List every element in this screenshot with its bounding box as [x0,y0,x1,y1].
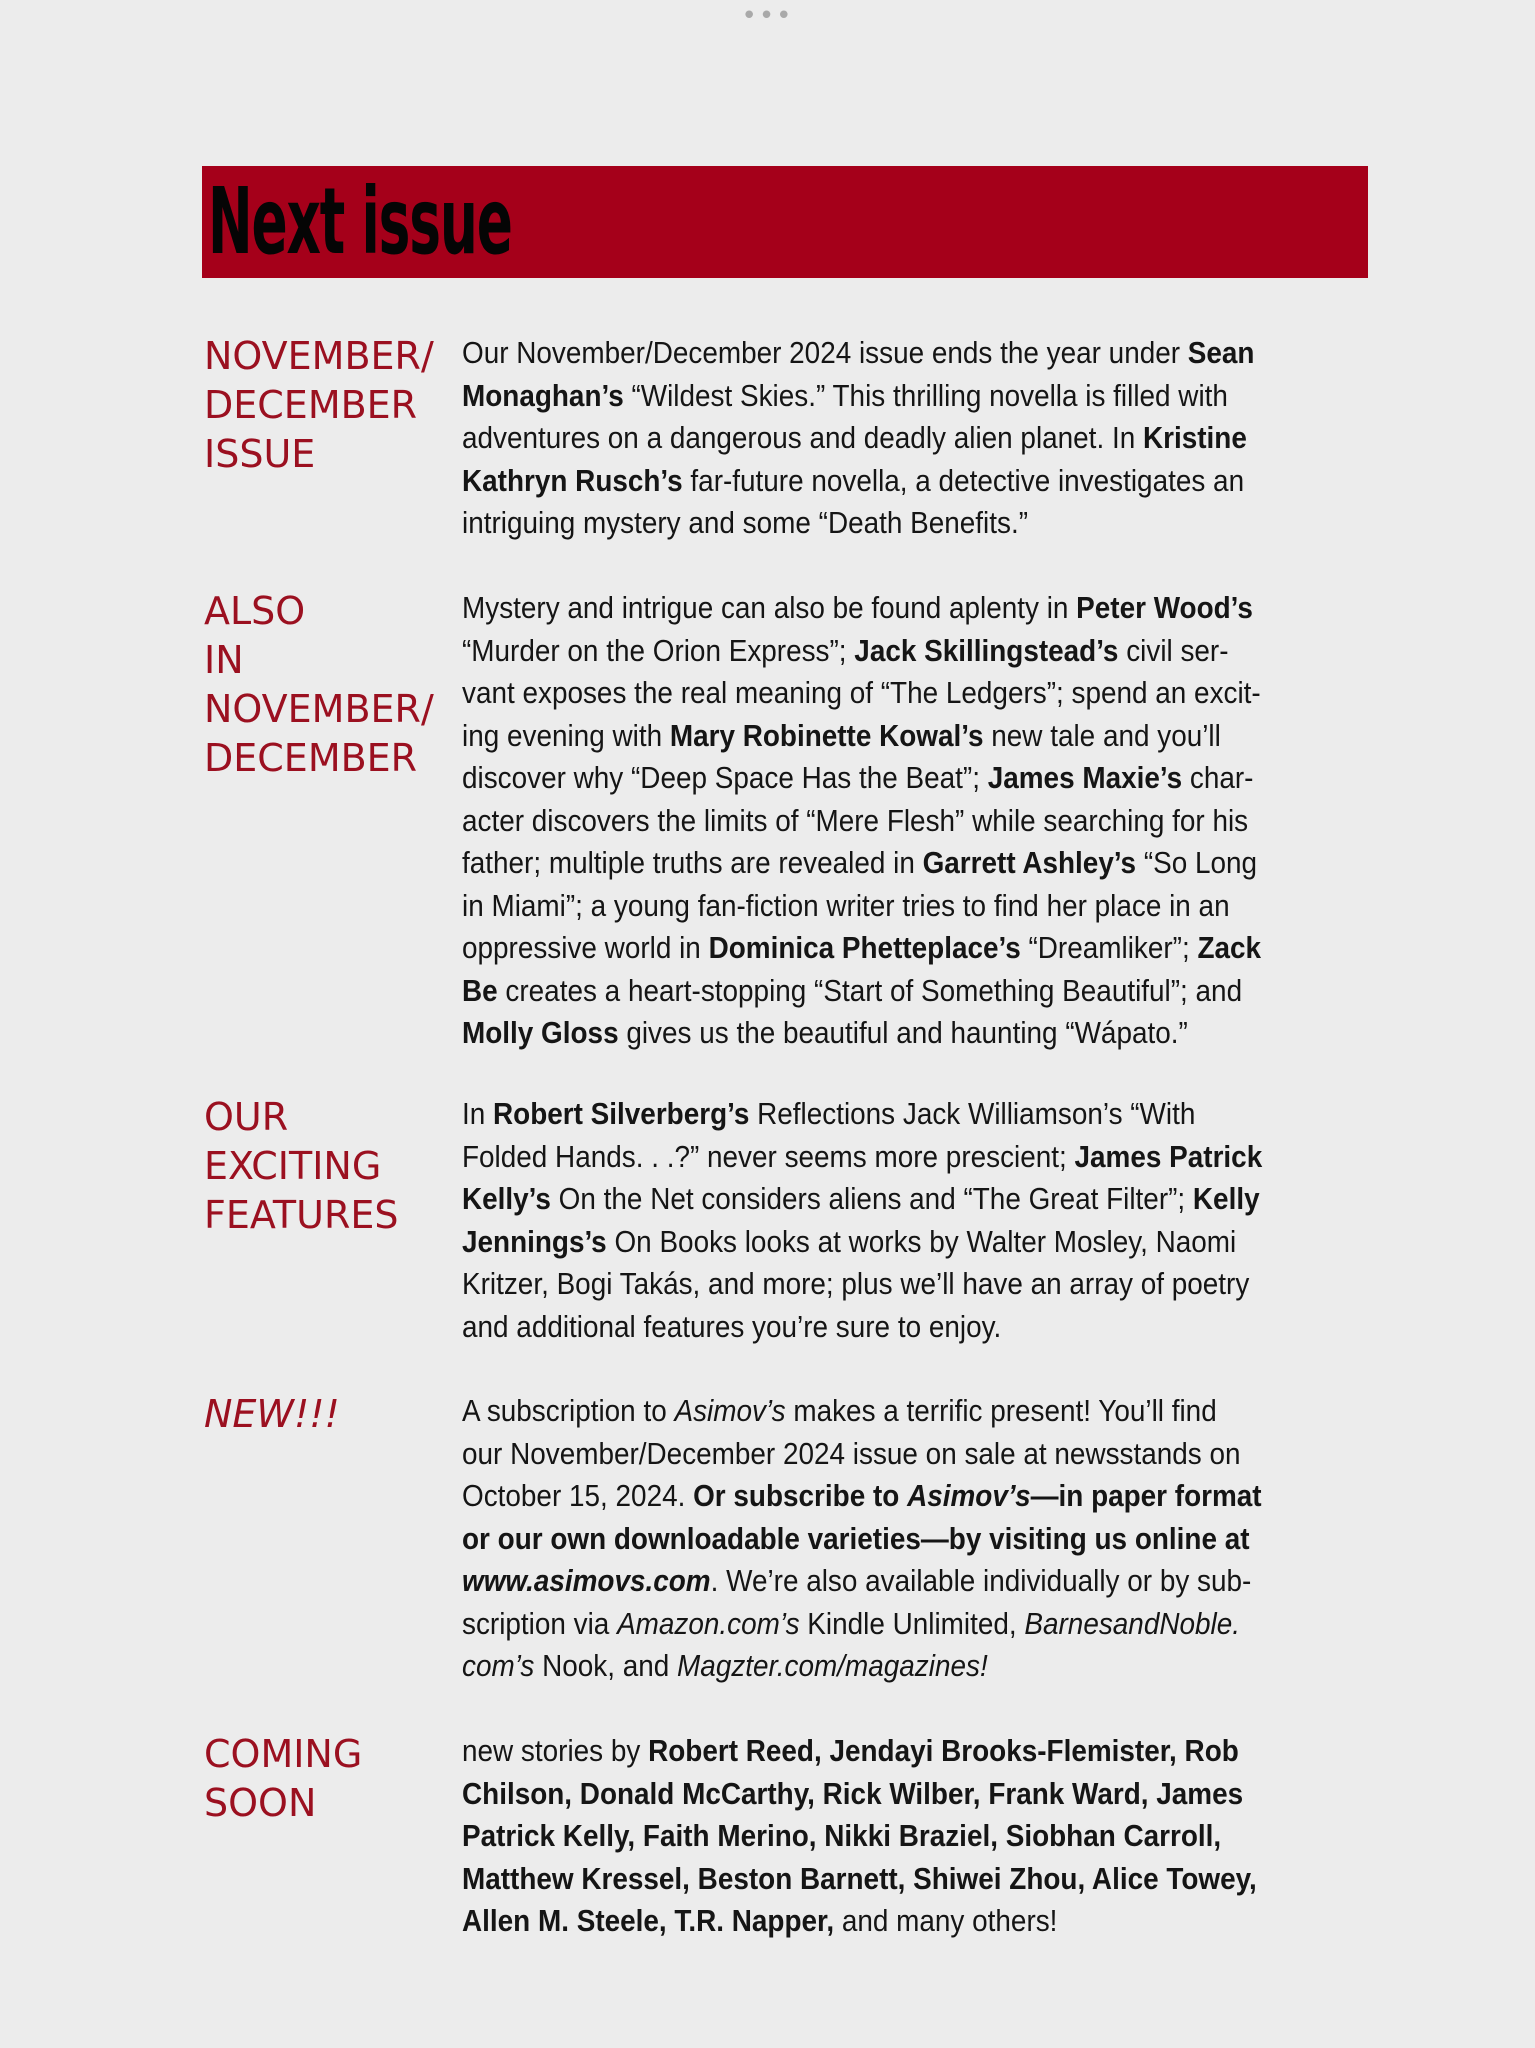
text-line [462,1178,1276,1221]
bold-text: Matthew Kressel, Beston Barnett, Shiwei Zhou, Alice Towey, [462,1860,1257,1896]
bold-text: Kelly’s [462,1181,551,1216]
text-line [462,842,1276,885]
text-line [462,1603,1276,1646]
text-segment: in Miami”; a young fan-fiction writer tries to find her place in an [462,887,1230,923]
styled-text: www.asimovs.com [462,1563,711,1598]
text-segment: On Books looks at works by Walter Mosley, Naomi [606,1223,1237,1259]
text-segment: civil ser- [1118,632,1229,668]
section-label-line: COMING [204,1732,363,1776]
text-line [462,1012,1276,1055]
section-body [462,332,1366,545]
text-segment: Mystery and intrigue can also be found aplenty in [462,590,1077,625]
text-line [462,1518,1276,1561]
text-line [462,1263,1276,1306]
bold-text: Garrett Ashley’s [922,845,1137,880]
bold-text: Zack [1197,930,1262,965]
bold-text: Be [462,972,498,1008]
bold-text: Chilson, Donald McCarthy, Rick Wilber, Frank Ward, James [462,1775,1244,1811]
bold-text: Kristine [1142,420,1247,455]
text-line [462,1306,1276,1349]
text-line [462,927,1276,970]
section-label-line: ALSO [204,589,306,633]
styled-text: Magzter.com/magazines! [677,1648,988,1683]
bold-text: Patrick Kelly, Faith Merino, Nikki Braziel, Siobhan Carroll, [462,1818,1222,1853]
section-label-line: IN [204,638,244,682]
text-segment: vant exposes the real meaning of “The Ledgers”; spend an excit- [462,675,1261,710]
bold-text: James Patrick [1074,1138,1263,1174]
text-line [462,1730,1276,1773]
text-line [462,1136,1276,1179]
styled-text: com’s [462,1648,535,1683]
text-line [462,1390,1276,1433]
bold-text: Jack Skillingstead’s [854,632,1119,668]
text-segment: discover why “Deep Space Has the Beat”; [462,760,988,795]
text-line [462,1093,1276,1136]
section-body [462,1390,1366,1688]
text-segment: October 15, 2024. [462,1478,694,1513]
text-line [462,502,1276,545]
bold-text: Sean [1187,335,1255,370]
text-segment: and additional features you’re sure to enjoy. [462,1308,1002,1344]
text-segment: new tale and you’ll [983,717,1221,753]
styled-text: Asimov’s [674,1393,786,1428]
text-line [462,1858,1276,1901]
section-label-line: DECEMBER [204,736,418,780]
text-segment: Nook, and [534,1648,678,1683]
section-label-line: SOON [204,1781,317,1825]
bold-text: Or subscribe to [693,1478,908,1513]
text-segment: acter discovers the limits of “Mere Flesh” while searching for his [462,802,1249,838]
text-segment: and many others! [834,1903,1058,1938]
bold-text: Mary Robinette Kowal’s [669,717,984,753]
text-line [462,460,1276,503]
section-label [204,1730,444,1828]
text-line [462,757,1276,800]
bold-text: or our own downloadable varieties—by visiting us online at [462,1520,1250,1556]
text-line [462,885,1276,928]
text-segment: In [462,1096,494,1131]
text-segment: “Murder on the Orion Express”; [462,632,855,668]
text-segment: char- [1182,760,1254,795]
styled-text: BarnesandNoble. [1024,1605,1240,1641]
bold-text: Peter Wood’s [1076,590,1253,625]
text-line [462,332,1276,375]
section-label [204,1390,444,1439]
text-line [462,970,1276,1013]
bold-text: —in paper format [1030,1478,1262,1513]
text-line [462,715,1276,758]
text-line [462,1645,1276,1688]
text-line [462,1475,1276,1518]
text-segment: oppressive world in [462,930,709,965]
section-label-line: NOVEMBER/ [204,334,434,378]
text-segment: Our November/December 2024 issue ends the year under [462,335,1188,370]
section-body [462,587,1366,1055]
text-line [462,1815,1276,1858]
section-label-line: EXCITING [204,1144,382,1188]
bold-text: Robert Reed, Jendayi Brooks-Flemister, Rob [648,1733,1239,1768]
next-issue-banner [202,166,1368,278]
section-body [462,1093,1366,1348]
text-segment: new stories by [462,1733,649,1768]
bold-text: Monaghan’s [462,377,624,413]
section-body [462,1730,1366,1943]
text-line [462,630,1276,673]
section-label [204,587,444,783]
styled-text: Asimov’s [907,1478,1031,1513]
text-segment: “So Long [1136,845,1258,880]
text-segment: intriguing mystery and some “Death Benefits.” [462,505,1029,540]
text-segment: makes a terrific present! You’ll find [785,1393,1217,1428]
text-line [462,1560,1276,1603]
text-line [462,800,1276,843]
section-label [204,332,444,479]
bold-text: Molly Gloss [462,1015,619,1050]
section-label-line: NEW!!! [204,1392,340,1436]
text-segment: Folded Hands. . .?” never seems more prescient; [462,1138,1075,1174]
section-label-line: DECEMBER [204,383,418,427]
window-dots-icon[interactable]: ••• [741,1,794,31]
text-segment: Reflections Jack Williamson’s “With [749,1096,1196,1131]
bold-text: Kathryn Rusch’s [462,462,683,498]
bold-text: James Maxie’s [987,760,1183,795]
section-label-line: FEATURES [204,1193,399,1237]
text-segment: far-future novella, a detective investigates an [682,462,1245,498]
styled-text: Amazon.com’s [617,1605,800,1641]
text-line [462,375,1276,418]
text-line [462,417,1276,460]
text-segment: Kritzer, Bogi Takás, and more; plus we’ll have an array of poetry [462,1266,1250,1301]
text-segment: A subscription to [462,1393,675,1428]
text-segment: “Wildest Skies.” This thrilling novella is filled with [623,377,1228,413]
text-segment: . We’re also available individually or by sub- [710,1563,1252,1598]
section-label-line: NOVEMBER/ [204,687,434,731]
text-line [462,1773,1276,1816]
text-line [462,587,1276,630]
bold-text: Allen M. Steele, T.R. Napper, [462,1903,835,1938]
bold-text: Robert Silverberg’s [493,1096,750,1131]
text-line [462,672,1276,715]
text-segment: creates a heart-stopping “Start of Something Beautiful”; and [497,972,1243,1008]
text-segment: scription via [462,1605,618,1641]
text-line [462,1433,1276,1476]
text-segment: gives us the beautiful and haunting “Wápato.” [618,1015,1188,1050]
text-line [462,1900,1276,1943]
text-segment: “Dreamliker”; [1020,930,1198,965]
text-segment: adventures on a dangerous and deadly alien planet. In [462,420,1143,455]
section-label-line: OUR [204,1095,289,1139]
bold-text: Kelly [1192,1181,1260,1216]
text-segment: our November/December 2024 issue on sale at newsstands on [462,1435,1241,1471]
bold-text: Jennings’s [462,1223,607,1259]
page-title: Next issue [208,168,512,275]
text-segment: Kindle Unlimited, [799,1605,1025,1641]
text-segment: ing evening with [462,717,670,753]
text-segment: father; multiple truths are revealed in [462,845,923,880]
text-segment: On the Net considers aliens and “The Great Filter”; [550,1181,1193,1216]
section-label-line: ISSUE [204,432,316,476]
section-label [204,1093,444,1240]
bold-text: Dominica Phetteplace’s [708,930,1021,965]
text-line [462,1221,1276,1264]
